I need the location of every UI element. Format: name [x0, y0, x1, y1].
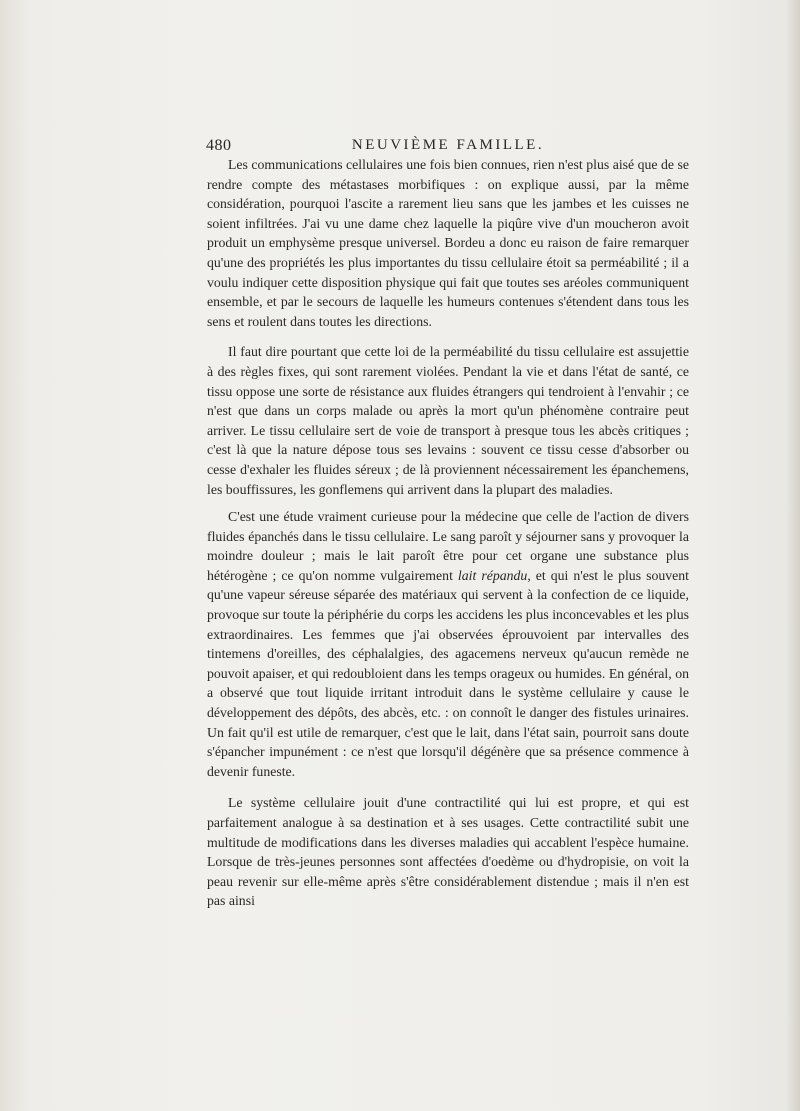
- paragraph-3: [207, 507, 689, 781]
- page-number: 480: [206, 137, 232, 154]
- page-edge-shadow: [786, 0, 800, 1111]
- paragraph-4: Le système cellulaire jouit d'une contractilité qui lui est propre, et qui est parfaitement analogue à sa destination et à ses usages. Cette contractilité subit une multitude de modifications dans les diverses maladies qui accablent l'espèce humaine. Lorsque de très-jeunes personnes sont affectées d'oedème ou d'hydropisie, on voit la peau revenir sur elle-même après s'être considérablement distendue ; mais il n'en est pas ainsi: [207, 795, 689, 909]
- page-header: [206, 133, 690, 155]
- paragraph-3-text-before: C'est une étude vraiment curieuse pour la médecine que celle de l'action de divers fluides épanchés dans le tissu cellulaire. Le sang paroît y séjourner sans y provoquer la moindre douleur ; mais le lait paroît être pour cet organe une substance plus hétérogène ; ce qu'on nomme vulgairement: [207, 509, 689, 583]
- running-title: NEUVIÈME FAMILLE.: [351, 137, 545, 153]
- paragraph-3-emphasis: lait répandu: [457, 567, 528, 583]
- paragraph-2: Il faut dire pourtant que cette loi de la perméabilité du tissu cellulaire est assujettie à des règles fixes, qui sont rarement violées. Pendant la vie et dans l'état de santé, ce tissu oppose une sorte de résistance aux fluides étrangers qui tendroient à l'envahir ; ce n'est que dans un corps malade ou après la mort qu'un phénomène contraire peut arriver. Le tissu cellulaire sert de voie de transport à presque tous les abcès critiques ; c'est là que la nature dépose tous ses levains : souvent ce tissu cesse d'absorber ou cesse d'exhaler les fluides séreux ; de là proviennent nécessairement les épanchemens, les bouffissures, les gonflemens qui arrivent dans la plupart des maladies.: [207, 344, 689, 497]
- paragraph-3-text-after: , et qui n'est le plus souvent qu'une vapeur séreuse séparée des matériaux qui servent à la confection de ce liquide, provoque sur toute la périphérie du corps les accidens les plus inconcevables et les plus extraordinaires. Les femmes que j'ai observées éprouvoient par intervalles des tintemens d'oreilles, des céphalalgies, des agacemens nerveux qu'aucun remède ne pouvoit apaiser, et qui redoubloient dans les temps orageux ou humides. En général, on a observé que tout liquide irritant introduit dans le système cellulaire y cause le développement des dépôts, des abcès, etc. : on connoît le danger des fistules urinaires. Un fait qu'il est utile de remarquer, c'est que le lait, dans l'état sain, pourroit sans doute s'épancher impunément : ce n'est que lorsqu'il dégénère que sa présence commence à devenir funeste.: [207, 567, 690, 779]
- paragraph-1: Les communications cellulaires une fois bien connues, rien n'est plus aisé que de se rendre compte des métastases morbifiques : on explique aussi, par la même considération, pourquoi l'ascite a rarement lieu sans que les jambes et les cuisses ne soient infiltrées. J'ai vu une dame chez laquelle la piqûre vive d'un moucheron avoit produit un emphysème presque universel. Bordeu a donc eu raison de faire remarquer qu'une des propriétés les plus importantes du tissu cellulaire étoit sa perméabilité ; il a voulu indiquer cette disposition physique qui fait que toutes ses aréoles communiquent ensemble, et par le secours de laquelle les humeurs contenues s'étendent dans tous les sens et roulent dans toutes les directions.: [207, 157, 689, 329]
- body-text: [207, 155, 689, 911]
